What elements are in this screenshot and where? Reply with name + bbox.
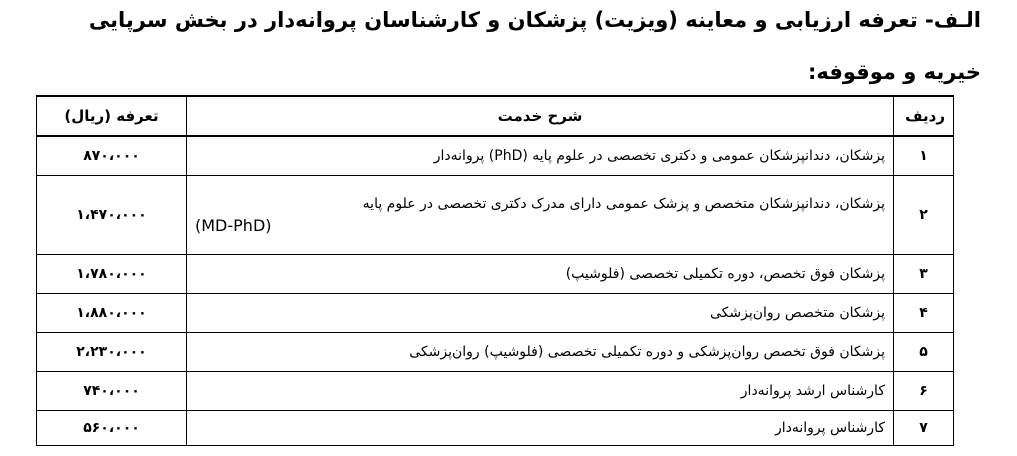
row-tariff: ۸۷۰،۰۰۰ [37, 136, 187, 176]
table-row [37, 372, 954, 411]
table-row [37, 333, 954, 372]
table-row [37, 255, 954, 294]
table-row [37, 411, 954, 446]
row-number: ۵ [894, 333, 954, 372]
section-title-continued: خیریه و موقوفه: [807, 60, 981, 84]
table-row [37, 176, 954, 255]
header-row-number: ردیف [894, 96, 954, 136]
table-header-row [37, 96, 954, 136]
row-description: کارشناس پروانه‌دار [187, 411, 894, 446]
tariff-table [36, 95, 954, 446]
row-description: پزشکان فوق تخصص روان‌پزشکی و دوره تکمیلی تخصصی (فلوشیپ) روان‌پزشکی [187, 333, 894, 372]
header-description: شرح خدمت [187, 96, 894, 136]
table-row [37, 136, 954, 176]
row-description: کارشناس ارشد پروانه‌دار [187, 372, 894, 411]
row-tariff: ۱،۷۸۰،۰۰۰ [37, 255, 187, 294]
row-number: ۶ [894, 372, 954, 411]
section-title: الـف- تعرفه ارزیابی و معاینه (ویزیت) پزشکان و کارشناسان پروانه‌دار در بخش سرپایی [88, 8, 981, 32]
row-number: ۳ [894, 255, 954, 294]
row-tariff: ۷۴۰،۰۰۰ [37, 372, 187, 411]
table-row [37, 294, 954, 333]
row-number: ۴ [894, 294, 954, 333]
row-tariff: ۱،۸۸۰،۰۰۰ [37, 294, 187, 333]
header-tariff: تعرفه (ریال) [37, 96, 187, 136]
row-description: پزشکان فوق تخصص، دوره تکمیلی تخصصی (فلوشیپ) [187, 255, 894, 294]
row-number: ۷ [894, 411, 954, 446]
row-description-cell [187, 176, 894, 255]
row-tariff: ۲،۲۳۰،۰۰۰ [37, 333, 187, 372]
row-description-continued: (MD-PhD) [195, 216, 272, 235]
row-tariff: ۵۶۰،۰۰۰ [37, 411, 187, 446]
row-description: پزشکان، دندانپزشکان عمومی و دکتری تخصصی در علوم پایه (PhD) پروانه‌دار [187, 136, 894, 176]
row-number: ۲ [894, 176, 954, 255]
row-description: پزشکان، دندانپزشکان متخصص و پزشک عمومی دارای مدرک دکتری تخصصی در علوم پایه [362, 196, 885, 212]
row-number: ۱ [894, 136, 954, 176]
row-description: پزشکان متخصص روان‌پزشکی [187, 294, 894, 333]
row-tariff: ۱،۴۷۰،۰۰۰ [37, 176, 187, 255]
